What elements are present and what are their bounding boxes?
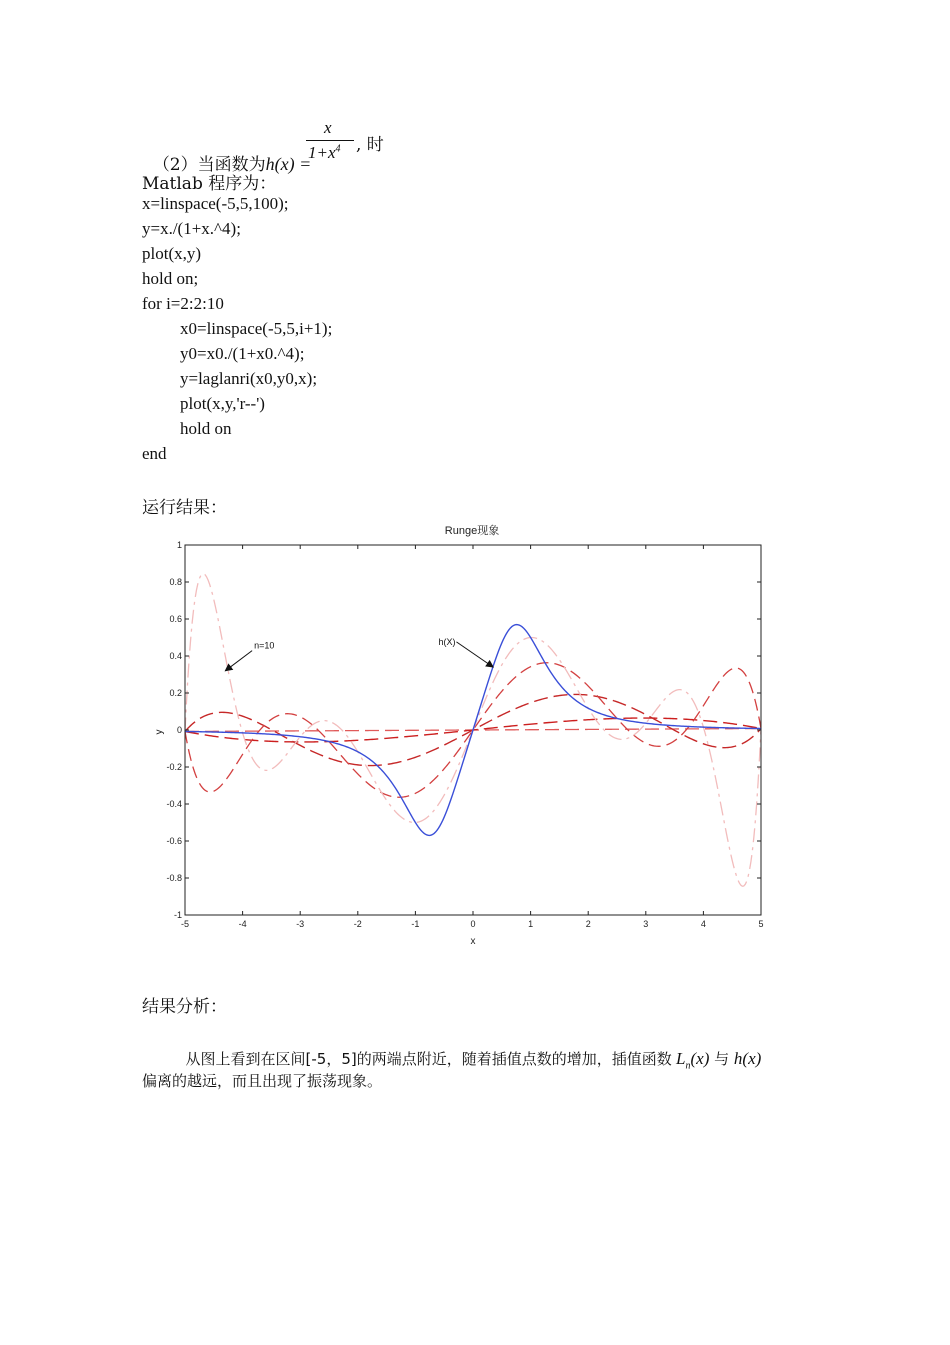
x-tick-label: -4 [238, 919, 247, 929]
y-tick-label: 1 [176, 540, 182, 550]
y-tick-label: 0 [176, 725, 182, 735]
x-tick-label: 1 [528, 919, 534, 929]
x-tick-label: -1 [411, 919, 420, 929]
y-tick-label: -0.8 [166, 873, 182, 883]
code-line-1: x=linspace(-5,5,100); [142, 194, 289, 213]
x-axis-label: x [470, 936, 476, 947]
y-tick-label: 0.4 [169, 651, 182, 661]
code-line-6: x0=linspace(-5,5,i+1); [180, 319, 333, 338]
x-tick-label: 2 [585, 919, 591, 929]
x-tick-label: 4 [700, 919, 706, 929]
y-tick-label: 0.6 [169, 614, 182, 624]
analysis-line-2: 偏离的越远，而且出现了振荡现象。 [142, 1072, 383, 1090]
annotation-hx: h(X) [438, 636, 456, 647]
ln-symbol: $L_n(x)$ [676, 1049, 710, 1072]
runge-chart [142, 518, 782, 948]
analysis-label: 结果分析： [142, 997, 227, 1017]
program-label: Matlab 程序为： [142, 174, 277, 194]
analysis-line-1 [176, 1030, 761, 1071]
result-label: 运行结果： [142, 498, 227, 518]
heading-prefix: （2）当函数为 [152, 155, 266, 175]
x-tick-label: 5 [758, 919, 764, 929]
y-tick-label: -0.4 [166, 799, 182, 809]
annotation-arrow-n10 [225, 651, 252, 671]
x-tick-label: 3 [643, 919, 649, 929]
code-line-9: plot(x,y,'r--') [180, 394, 265, 413]
code-line-8: y=laglanri(x0,y0,x); [180, 369, 318, 388]
x-tick-label: -3 [296, 919, 305, 929]
y-tick-label: 0.2 [169, 688, 182, 698]
hx-symbol: h(x) [733, 1049, 762, 1068]
heading-suffix: , 时 [356, 135, 384, 155]
chart-curves [185, 574, 761, 886]
x-tick-label: -5 [180, 919, 190, 929]
fraction-numerator: x [324, 118, 332, 137]
annotation-arrow-hx [456, 642, 493, 667]
code-line-5: for i=2:2:10 [142, 294, 224, 313]
code-line-10: hold on [180, 419, 232, 438]
y-tick-label: -1 [173, 910, 182, 920]
code-line-3: plot(x,y) [142, 244, 202, 263]
function-lhs: h(x) = [265, 154, 312, 174]
y-tick-label: 0.8 [169, 577, 182, 587]
code-line-7: y0=x0./(1+x0.^4); [180, 344, 305, 363]
analysis-connector: 与 [709, 1050, 734, 1068]
x-tick-label: 0 [470, 919, 476, 929]
y-tick-label: -0.2 [166, 762, 182, 772]
annotation-n10: n=10 [254, 640, 275, 651]
analysis-text-1: 从图上看到在区间[-5，5]的两端点附近，随着插值点数的增加，插值函数 [185, 1050, 672, 1068]
y-axis-label: y [154, 729, 165, 735]
code-line-11: end [142, 444, 167, 463]
code-line-2: y=x./(1+x.^4); [142, 219, 241, 238]
fraction-denominator: $1+x^4$ [308, 143, 341, 162]
x-tick-label: -2 [353, 919, 362, 929]
y-tick-label: -0.6 [166, 836, 182, 846]
chart-annotations [225, 637, 493, 671]
code-line-4: hold on; [142, 269, 199, 288]
chart-title: Runge现象 [444, 525, 500, 537]
fraction-bar [306, 140, 354, 141]
